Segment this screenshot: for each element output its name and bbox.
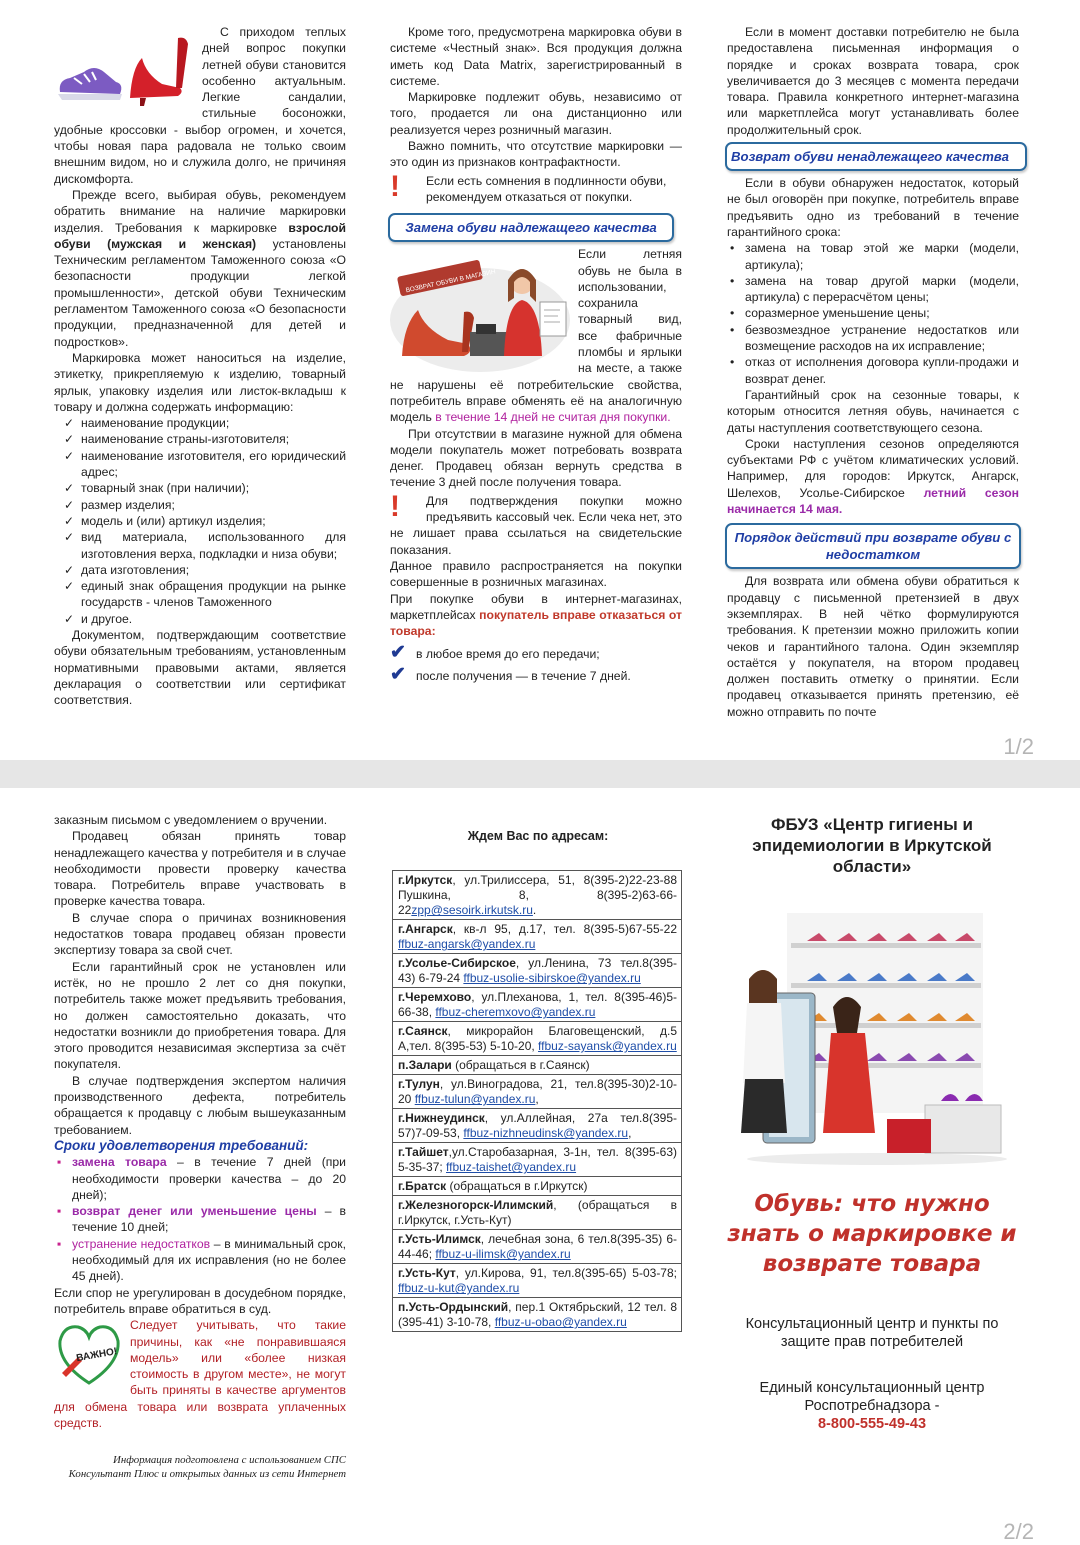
online-check-2 <box>390 663 682 685</box>
unified-center-text: Единый консультационный центр Роспотребнадзора - <box>759 1380 985 1414</box>
list-item: ✓ наименование страны-изготовителя; <box>81 431 346 447</box>
table-row <box>393 1264 682 1298</box>
list-item: ✓ наименование изготовителя, его юридический адрес; <box>81 448 346 481</box>
marking-scope-paragraph: Маркировке подлежит обувь, независимо от того, продается ли она дистанционно или реализуется через розничный магазин. <box>390 90 682 137</box>
table-row <box>393 1075 682 1109</box>
warning-block <box>390 173 682 206</box>
list-item: ✓ дата изготовления; <box>81 562 346 578</box>
store-sign-text: ВОЗВРАТ ОБУВИ В МАГАЗИН <box>405 268 497 295</box>
page-1 <box>0 0 1080 760</box>
important-badge-text: ВАЖНО! <box>75 1346 119 1365</box>
city-name: г.Нижнеудинск <box>398 1111 485 1126</box>
receipt-text: Для подтверждения покупки можно предъявить кассовый чек. Если чека нет, это не лишает права ссылаться на свидетельские показания. <box>390 493 682 557</box>
address-text: , (обращаться в г.Иркутск, г.Усть-Кут) <box>398 1198 677 1228</box>
text-run: Прежде всего, выбирая обувь, рекомендуем обратить внимание на наличие маркировки изделия. Требования к маркировке <box>54 187 346 235</box>
conformity-paragraph: Документом, подтверждающим соответствие обуви обязательным требованиям, установленным нормативными правовыми актами, является декларация о соответствии или сертификат соответствия. <box>54 627 346 708</box>
address-tail: , <box>628 1126 632 1141</box>
email-link[interactable]: ffbuz-cheremxovo@yandex.ru <box>435 1005 596 1020</box>
list-item: • замена на товар другой марки (модели, артикула) с перерасчётом цены; <box>745 273 1019 306</box>
email-link[interactable]: ffbuz-angarsk@yandex.ru <box>398 937 536 952</box>
address-cell <box>393 1264 682 1298</box>
term-label: устранение недостатков <box>72 1236 211 1251</box>
table-row <box>393 954 682 988</box>
delivery-info-paragraph: Если в момент доставки потребителю не была предоставлена письменная информация о порядке и сроках возврата товара, срок увеличивается до 3 месяцев с момента передачи товара. Правила конкретного интернет-магазина или маркетплейса могут устанавливать более продолжительный срок. <box>727 25 1019 137</box>
term-text: – в течение 7 дней (при необходимости проверки качества – до 20 дней); <box>72 1155 346 1202</box>
address-text: , ул.Аллейная, 27а тел.8(395-57)7-09-53, <box>398 1111 677 1141</box>
address-cell <box>393 920 682 954</box>
list-item: ✓ наименование продукции; <box>81 415 346 431</box>
retail-rule-paragraph: Данное правило распространяется на покупки совершенные в розничных магазинах. <box>390 558 682 590</box>
address-cell <box>393 1109 682 1143</box>
table-row <box>393 1109 682 1143</box>
city-name: п.Усть-Ордынский <box>398 1300 509 1315</box>
brochure-title: Обувь: что нужно знать о маркировке и возврате товара <box>727 1191 1017 1277</box>
season-paragraph <box>727 436 1019 517</box>
list-item <box>72 1154 346 1203</box>
email-link[interactable]: ffbuz-taishet@yandex.ru <box>446 1160 577 1175</box>
fourteen-days-highlight: в течение 14 дней не считая дня покупки. <box>435 410 671 425</box>
claim-paragraph: Для возврата или обмена обуви обратиться к продавцу с письменной претензией в двух экземплярах. В ней чётко формулируются требования. К претензии можно приложить копии чеков и гарантийного талона. Один экземпляр остаётся у покупателя, на втором продавец должен поставить отметку о принятии. Если продавец отказывается принять претензию, её можно отправить по почте <box>727 574 1019 719</box>
list-item: ✓ размер изделия; <box>81 497 346 513</box>
email-link[interactable]: ffbuz-tulun@yandex.ru <box>414 1092 536 1107</box>
city-name: г.Усть-Кут <box>398 1266 456 1281</box>
table-row <box>393 1177 682 1196</box>
refund-paragraph: При отсутствии в магазине нужной для обмена модели покупатель может потребовать возврата денег. Продавец обязан вернуть средства в течение 3 дней после получения товара. <box>390 426 682 490</box>
table-row <box>393 1143 682 1177</box>
p1-column-1 <box>54 24 346 708</box>
city-name: г.Тайшет <box>398 1145 449 1160</box>
marking-requirements-paragraph <box>54 187 346 350</box>
address-text: , микрорайон Благовещенский, д.5 А,тел. 8(395-53) 5-10-20, <box>398 1024 677 1054</box>
address-cell <box>393 988 682 1022</box>
address-cell <box>393 1143 682 1177</box>
table-row <box>393 1022 682 1056</box>
exclamation-icon: ! <box>390 492 400 523</box>
warranty-paragraph: Гарантийный срок на сезонные товары, к которым относится летняя обувь, начинается с даты наступления соответствующего сезона. <box>727 387 1019 435</box>
section-heading-return-procedure: Порядок действий при возврате обуви с недостатком <box>725 523 1021 569</box>
p1-column-3 <box>727 24 1019 720</box>
p2-column-2 <box>392 828 684 1332</box>
text-run: Если летняя обувь не была в использовании, сохранила товарный вид, все фабричные пломбы и ярлыки на месте, а также не нарушены её потребительские свойства, потребитель вправе обменять её на аналогичную модель <box>390 247 682 425</box>
refuse-right-highlight: покупатель вправе отказаться от товара: <box>390 607 682 639</box>
term-text: – в течение 10 дней; <box>72 1204 347 1235</box>
email-link[interactable]: ffbuz-nizhneudinsk@yandex.ru <box>463 1126 629 1141</box>
terms-list <box>54 1154 346 1284</box>
registered-mail-paragraph: заказным письмом с уведомлением о вручении. <box>54 813 328 827</box>
honest-sign-paragraph: Кроме того, предусмотрена маркировка обуви в системе «Честный знак». Вся продукция должна иметь код Data Matrix, зарегистрированный в системе. <box>390 25 682 88</box>
term-label: замена товара <box>72 1155 167 1170</box>
shoe-store-illustration <box>390 252 572 374</box>
text-run: установлены Техническим регламентом Таможенного союза «О безопасности продукции легкой промышленности», детской обуви Техническим регламентом Таможенного союза «О безопасности продукции, предназначенной для детей и подростков». <box>54 236 346 349</box>
address-text: , ул.Плеханова, 1, тел. 8(395-46)5-66-38, <box>398 990 677 1020</box>
list-item: ✓ модель и (или) артикул изделия; <box>81 513 346 529</box>
exclamation-icon: ! <box>390 172 400 203</box>
organization-name: ФБУЗ «Центр гигиены и эпидемиологии в Иркутской области» <box>752 815 992 876</box>
section-heading-replacement: Замена обуви надлежащего качества <box>388 213 674 242</box>
table-row <box>393 1298 682 1332</box>
city-name: г.Саянск <box>398 1024 448 1039</box>
hotline-phone: 8-800-555-49-43 <box>817 1416 927 1432</box>
address-text: , ул.Ленина, 73 тел.8(395-43) 6-79-24 <box>398 956 677 986</box>
city-name: г.Железногорск-Илимский <box>398 1198 554 1213</box>
adult-shoes-bold: взрослой обуви (мужская и женская) <box>54 220 346 251</box>
email-link[interactable]: ffbuz-u-kut@yandex.ru <box>398 1281 520 1296</box>
addresses-title: Ждем Вас по адресам: <box>467 829 609 843</box>
list-item: ✓ и другое. <box>81 611 346 627</box>
list-item: • соразмерное уменьшение цены; <box>745 305 1019 321</box>
email-link[interactable]: ffbuz-u-obao@yandex.ru <box>494 1315 627 1330</box>
city-name: г.Черемхово <box>398 990 472 1005</box>
email-link[interactable]: ffbuz-u-ilimsk@yandex.ru <box>435 1247 571 1262</box>
table-row <box>393 988 682 1022</box>
address-text: , кв-л 95, д.17, тел. 8(395-5)67-55-22 <box>452 922 677 937</box>
address-tail: . <box>532 903 537 918</box>
email-link[interactable]: zpp@sesoirk.irkutsk.ru <box>411 903 533 918</box>
important-text: Следует учитывать, что такие причины, как «не понравившаяся модель» или «более низкая стоимость в другом месте», не могут быть приняты в качестве аргументов для обмена товара или возврата уплаченных средств. <box>54 1318 346 1430</box>
city-name: г.Усть-Илимск <box>398 1232 481 1247</box>
warning-block-2 <box>390 493 682 558</box>
checkmark-icon: ✔ <box>390 642 406 664</box>
city-name: г.Усолье-Сибирское <box>398 956 516 971</box>
addresses-table <box>392 870 682 1332</box>
address-cell <box>393 1075 682 1109</box>
list-item: ✓ вид материала, использованного для изготовления верха, подкладки и низа обуви; <box>81 529 346 562</box>
table-row <box>393 920 682 954</box>
check-text: после получения — в течение 7 дней. <box>416 668 631 683</box>
city-name: п.Залари <box>398 1058 452 1073</box>
court-paragraph: Если спор не урегулирован в досудебном порядке, потребитель вправе обратиться в суд. <box>54 1285 346 1316</box>
term-text: – в минимальный срок, необходимый для их исправления (но не более 45 дней). <box>72 1236 347 1284</box>
page-number: 1/2 <box>1003 734 1034 759</box>
list-item: • замена на товар этой же марки (модели, артикула); <box>745 240 1019 273</box>
address-cell <box>393 1177 682 1196</box>
address-cell <box>393 1230 682 1264</box>
list-item: ✓ единый знак обращения продукции на рынке государств - членов Таможенного <box>81 578 346 611</box>
p2-column-3 <box>727 814 1017 1433</box>
marking-info-paragraph: Маркировка может наноситься на изделие, этикетку, прикрепляемую к изделию, товарный ярлык, упаковку изделия или листок-вкладыш к товару и должна содержать информацию: <box>54 350 346 414</box>
consult-centers-text: Консультационный центр и пункты по защите прав потребителей <box>745 1316 999 1350</box>
important-block <box>54 1317 346 1431</box>
email-link[interactable]: ffbuz-usolie-sibirskoe@yandex.ru <box>463 971 641 986</box>
address-cell <box>393 1056 682 1075</box>
p1-column-2 <box>390 24 682 684</box>
term-label: возврат денег или уменьшение цены <box>72 1204 317 1219</box>
online-check-1 <box>390 642 682 664</box>
address-cell <box>393 1298 682 1332</box>
city-name: г.Ангарск <box>398 922 453 937</box>
address-cell <box>393 1196 682 1230</box>
list-item: ✓ товарный знак (при наличии); <box>81 480 346 496</box>
p2-column-1 <box>54 812 346 1481</box>
address-text: (обращаться в г.Иркутск) <box>446 1179 588 1194</box>
table-row <box>393 871 682 920</box>
text-run: При покупке обуви в интернет-магазинах, маркетплейсах <box>390 591 682 622</box>
text-run: Сроки наступления сезонов определяются субъектами РФ с учётом климатических условий. Например, для городов: Иркутск, Ангарск, Шелехов, Усолье-Сибирское <box>727 436 1019 500</box>
address-cell <box>393 954 682 988</box>
seller-obligation-paragraph: Продавец обязан принять товар ненадлежащего качества у потребителя и в случае необходимости провести проверку качества товара. Потребитель вправе участвовать в проверке качества товара. <box>54 829 346 909</box>
check-text: в любое время до его передачи; <box>416 647 600 662</box>
source-note: Информация подготовлена с использованием СПС Консультант Плюс и открытых данных из сети Интернет <box>68 1454 346 1481</box>
list-item <box>72 1236 346 1285</box>
table-row <box>393 1196 682 1230</box>
email-link[interactable]: ffbuz-sayansk@yandex.ru <box>538 1039 677 1054</box>
checkmark-icon: ✔ <box>390 663 406 685</box>
address-text: (обращаться в г.Саянск) <box>451 1058 590 1073</box>
address-tail: , <box>535 1092 539 1107</box>
requirements-list <box>727 240 1019 387</box>
section-heading-defect-return: Возврат обуви ненадлежащего качества <box>725 142 1027 171</box>
address-text: , ул.Трилиссера, 51, 8(395-2)22-23-88 Пушкина, 8, 8(395-2)63-66-22 <box>398 873 677 918</box>
list-item: • безвозмездное устранение недостатков или возмещение расходов на их исправление; <box>745 322 1019 355</box>
page-2 <box>0 788 1080 1545</box>
address-cell <box>393 871 682 920</box>
warning-text: Если есть сомнения в подлинности обуви, рекомендуем отказаться от покупки. <box>426 173 667 204</box>
address-text: ,ул.Старобазарная, 3-1н, тел. 8(395-63) 5-35-37; <box>398 1145 677 1175</box>
address-text: , ул.Кирова, 91, тел.8(395-65) 5-03-78; <box>455 1266 677 1281</box>
online-paragraph <box>390 591 682 640</box>
city-name: г.Братск <box>398 1179 447 1194</box>
city-name: г.Тулун <box>398 1077 440 1092</box>
marking-checklist <box>54 415 346 627</box>
list-item <box>72 1203 346 1236</box>
address-cell <box>393 1022 682 1056</box>
defect-paragraph: Если в обуви обнаружен недостаток, который не был оговорён при покупке, потребитель вправе предъявить одно из требований в течение гарантийного срока: <box>727 176 1019 239</box>
confirmed-defect-paragraph: В случае подтверждения экспертом наличия производственного дефекта, потребитель обращается к продавцу с любым вышеуказанным требованием. <box>54 1073 346 1137</box>
city-name: г.Иркутск <box>398 873 453 888</box>
shoe-shop-illustration <box>727 883 1017 1173</box>
table-row <box>393 1056 682 1075</box>
list-item: • отказ от исполнения договора купли-продажи и возврат денег. <box>745 354 1019 387</box>
address-text: , ул.Виноградова, 21, тел.8(395-30)2-10-20 <box>398 1077 677 1107</box>
counterfeit-paragraph: Важно помнить, что отсутствие маркировки — это один из признаков контрафактности. <box>390 139 682 170</box>
summer-season-highlight: летний сезон начинается 14 мая. <box>727 485 1020 517</box>
page-number: 2/2 <box>1003 1519 1034 1544</box>
terms-title: Сроки удовлетворения требований: <box>54 1137 309 1153</box>
important-heart-icon <box>54 1319 124 1389</box>
intro-paragraph: С приходом теплых дней вопрос покупки летней обуви становится особенно актуальным. Легкие сандалии, стильные босоножки, удобные кроссовки - выбор огромен, и хочется, чтобы новая пара радовала не только своим внешним видом, но и служила долго, не причиняя дискомфорта. <box>54 25 346 186</box>
no-warranty-paragraph: Если гарантийный срок не установлен или истёк, но не прошло 2 лет со дня покупки, потребитель также может предъявить требования, но должен самостоятельно доказать, что недостатки возникли до приобретения товара. Для этого проводится независимая экспертиза за счёт покупателя. <box>54 959 346 1072</box>
expertise-paragraph: В случае спора о причинах возникновения недостатков товара продавец обязан провести экспертизу товара за свой счет. <box>54 910 346 958</box>
table-row <box>393 1230 682 1264</box>
address-text: , лечебная зона, 6 тел.8(395-35) 6-44-46; <box>398 1232 677 1262</box>
address-text: , пер.1 Октябрьский, 12 тел. 8 (395-41) 3-10-78, <box>398 1300 677 1330</box>
shoes-illustration <box>54 28 196 108</box>
